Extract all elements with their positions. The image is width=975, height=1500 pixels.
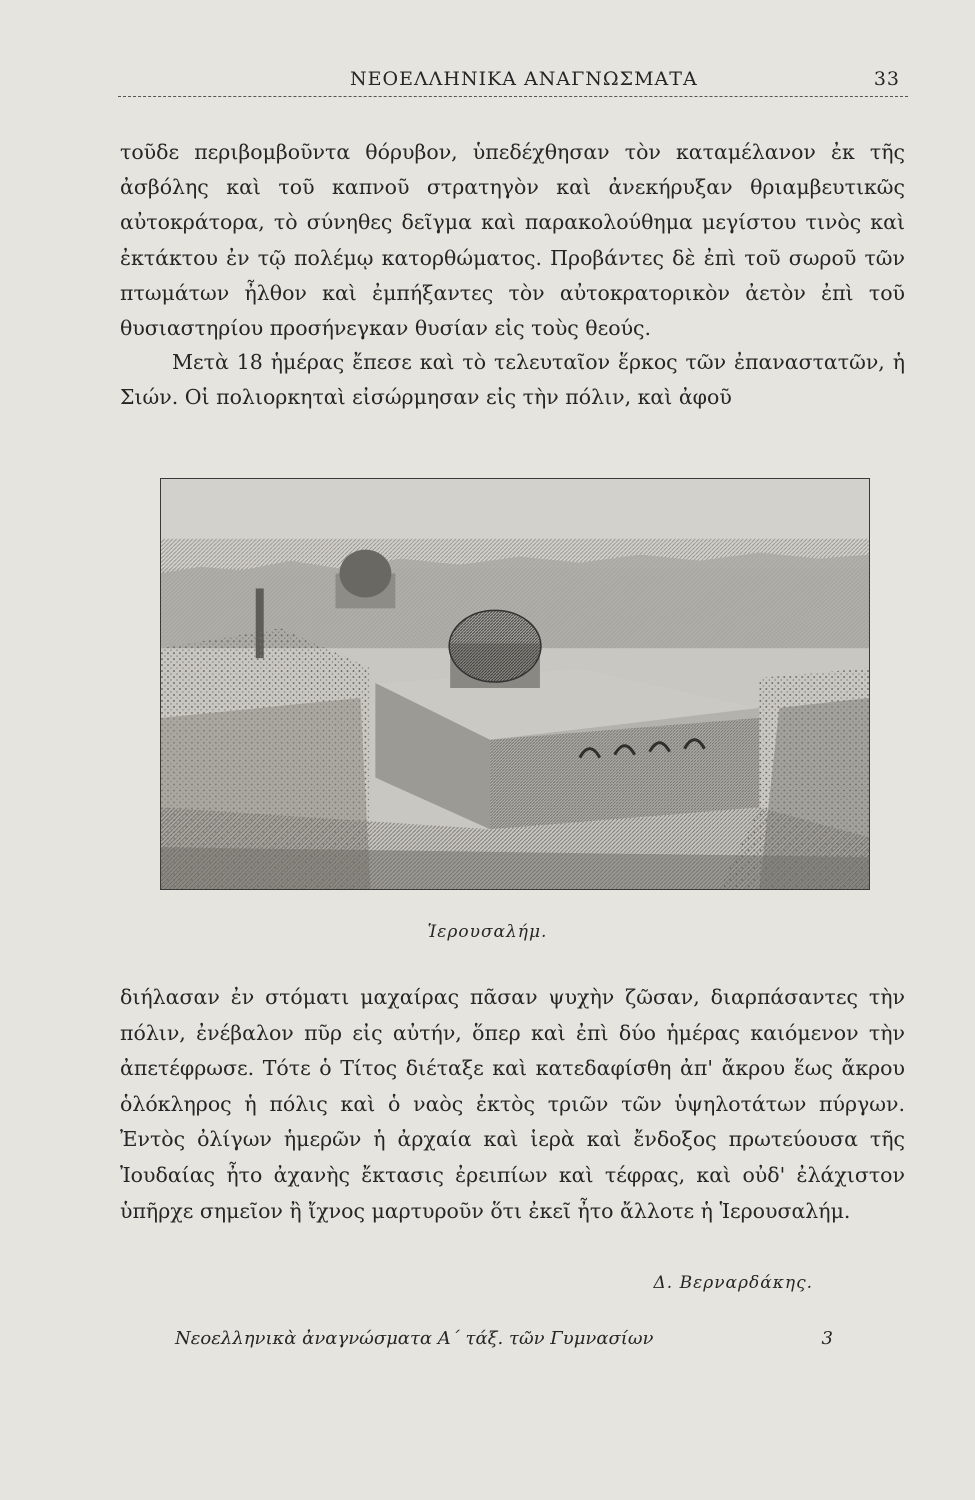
paragraph-3: διήλασαν ἐν στόματι μαχαίρας πᾶσαν ψυχὴν ζῶσαν, διαρπάσαντες τὴν πόλιν, ἐνέβαλον πῦρ εἰς αὐτήν, ὅπερ καὶ ἐπὶ δύο ἡμέρας καιόμενον τὴν ἀπετέφρωσε. Τότε ὁ Τίτος διέταξε καὶ κατεδαφίσθη ἀπ' ἄκρου ἕως ἄκρου ὁλόκληρος ἡ πόλις καὶ ὁ ναὸς ἐκτὸς τριῶν τῶν ὑψηλοτάτων πύργων. Ἐντὸς ὀλίγων ἡμερῶν ἡ ἀρχαία καὶ ἱερὰ καὶ ἔνδοξος πρωτεύουσα τῆς Ἰουδαίας ἦτο ἀχανὴς ἔκτασις ἐρειπίων καὶ τέφρας, καὶ οὐδ' ἐλάχιστον ὑπῆρχε σημεῖον ἢ ἴχνος μαρτυροῦν ὅτι ἐκεῖ ἦτο ἄλλοτε ἡ Ἱερουσαλήμ. xyxy=(120,985,905,1223)
footer-text: Νεοελληνικὰ ἀναγνώσματα Α΄ τάξ. τῶν Γυμνασίων xyxy=(175,1328,654,1349)
paragraph-2: Μετὰ 18 ἡμέρας ἔπεσε καὶ τὸ τελευταῖον ἕρκος τῶν ἐπαναστατῶν, ἡ Σιών. Οἱ πολιορκηταὶ εἰσώρμησαν εἰς τὴν πόλιν, καὶ ἀφοῦ xyxy=(120,350,905,410)
engraving-illustration xyxy=(161,479,869,889)
signature-mark: 3 xyxy=(821,1328,833,1349)
figure-caption: Ἱερουσαλήμ. xyxy=(427,922,548,942)
page-number: 33 xyxy=(873,68,900,90)
page-header xyxy=(118,66,908,97)
paragraph-1: τοῦδε περιβομβοῦντα θόρυβον, ὑπεδέχθησαν τὸν καταμέλανον ἐκ τῆς ἀσβόλης καὶ τοῦ καπνοῦ στρατηγὸν καὶ ἀνεκήρυξαν θριαμβευτικῶς αὐτοκράτορα, τὸ σύνηθες δεῖγμα καὶ παρακολούθημα μεγίστου τινὸς καὶ ἐκτάκτου ἐν τῷ πολέμῳ κατορθώματος. Προβάντες δὲ ἐπὶ τοῦ σωροῦ τῶν πτωμάτων ἦλθον καὶ ἐμπήξαντες τὸν αὐτοκρατορικὸν ἀετὸν ἐπὶ τοῦ θυσιαστηρίου προσήνεγκαν θυσίαν εἰς τοὺς θεούς. xyxy=(120,140,905,341)
running-title: ΝΕΟΕΛΛΗΝΙΚΑ ΑΝΑΓΝΩΣΜΑΤΑ xyxy=(350,68,698,90)
author-signature: Δ. Βερναρδάκης. xyxy=(653,1273,813,1293)
jerusalem-engraving xyxy=(160,478,870,890)
